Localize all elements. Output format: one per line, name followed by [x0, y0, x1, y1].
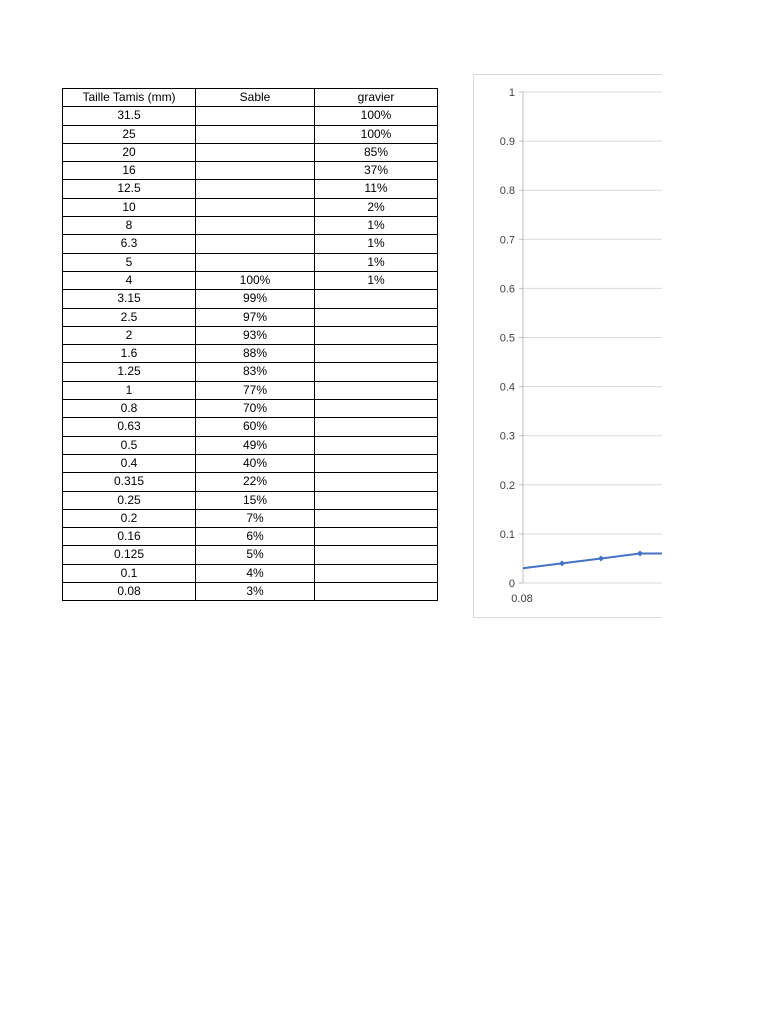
cell-sieve-size[interactable]: 12.5 — [63, 180, 196, 198]
cell-sable[interactable]: 40% — [196, 454, 315, 472]
cell-sable[interactable] — [196, 253, 315, 271]
cell-sieve-size[interactable]: 1 — [63, 381, 196, 399]
cell-gravier[interactable]: 2% — [315, 198, 438, 216]
header-gravier[interactable]: gravier — [315, 89, 438, 107]
table-row — [63, 217, 438, 235]
cell-sable[interactable]: 83% — [196, 363, 315, 381]
y-tick-label: 0.5 — [499, 332, 515, 345]
table-row — [63, 583, 438, 601]
cell-sable[interactable]: 100% — [196, 271, 315, 289]
cell-sable[interactable] — [196, 143, 315, 161]
cell-gravier[interactable] — [315, 436, 438, 454]
data-point — [598, 555, 604, 561]
cell-sieve-size[interactable]: 1.25 — [63, 363, 196, 381]
cell-sable[interactable]: 3% — [196, 583, 315, 601]
cell-gravier[interactable] — [315, 381, 438, 399]
cell-sieve-size[interactable]: 0.8 — [63, 400, 196, 418]
y-tick-label: 0.6 — [499, 283, 515, 296]
cell-sable[interactable]: 49% — [196, 436, 315, 454]
table-row — [63, 143, 438, 161]
cell-sieve-size[interactable]: 10 — [63, 198, 196, 216]
cell-sieve-size[interactable]: 0.63 — [63, 418, 196, 436]
cell-sieve-size[interactable]: 3.15 — [63, 290, 196, 308]
cell-sieve-size[interactable]: 0.16 — [63, 528, 196, 546]
cell-sable[interactable]: 4% — [196, 564, 315, 582]
sieve-data-table — [62, 88, 438, 601]
cell-sable[interactable]: 15% — [196, 491, 315, 509]
cell-sieve-size[interactable]: 5 — [63, 253, 196, 271]
table-row — [63, 326, 438, 344]
cell-gravier[interactable]: 1% — [315, 235, 438, 253]
cell-gravier[interactable] — [315, 308, 438, 326]
table-row — [63, 345, 438, 363]
y-tick-label: 0 — [508, 578, 515, 590]
table-row — [63, 528, 438, 546]
header-sieve-size[interactable]: Taille Tamis (mm) — [63, 89, 196, 107]
y-tick-label: 0.3 — [499, 430, 515, 443]
chart-canvas — [474, 75, 662, 617]
cell-sable[interactable]: 77% — [196, 381, 315, 399]
cell-gravier[interactable]: 11% — [315, 180, 438, 198]
cell-sable[interactable] — [196, 217, 315, 235]
table-row — [63, 271, 438, 289]
y-tick-label: 0.4 — [499, 381, 515, 394]
cell-sieve-size[interactable]: 0.315 — [63, 473, 196, 491]
table-row — [63, 473, 438, 491]
cell-sieve-size[interactable]: 0.125 — [63, 546, 196, 564]
cell-gravier[interactable] — [315, 326, 438, 344]
data-point — [559, 560, 565, 566]
cell-gravier[interactable]: 100% — [315, 107, 438, 125]
cell-sable[interactable] — [196, 235, 315, 253]
series-line — [523, 554, 662, 569]
cell-sable[interactable] — [196, 162, 315, 180]
cell-gravier[interactable] — [315, 363, 438, 381]
cell-sable[interactable]: 93% — [196, 326, 315, 344]
cell-gravier[interactable]: 1% — [315, 253, 438, 271]
table-row — [63, 290, 438, 308]
table-row — [63, 454, 438, 472]
cell-gravier[interactable] — [315, 418, 438, 436]
y-tick-label: 0.2 — [499, 479, 515, 492]
cell-sable[interactable]: 5% — [196, 546, 315, 564]
cell-sable[interactable]: 7% — [196, 509, 315, 527]
cell-sieve-size[interactable]: 6.3 — [63, 235, 196, 253]
table-header-row — [63, 89, 438, 107]
cell-sable[interactable]: 99% — [196, 290, 315, 308]
x-tick-label: 0.08 — [511, 593, 533, 605]
table-row — [63, 107, 438, 125]
cell-gravier[interactable] — [315, 290, 438, 308]
table-row — [63, 363, 438, 381]
y-tick-label: 0.1 — [499, 528, 515, 541]
table-body — [63, 89, 438, 601]
table-row — [63, 436, 438, 454]
cell-gravier[interactable] — [315, 528, 438, 546]
cell-sieve-size[interactable]: 2.5 — [63, 308, 196, 326]
cell-sable[interactable]: 22% — [196, 473, 315, 491]
y-tick-label: 1 — [508, 87, 515, 99]
cell-gravier[interactable] — [315, 473, 438, 491]
table-row — [63, 125, 438, 143]
table-row — [63, 180, 438, 198]
cell-sable[interactable] — [196, 107, 315, 125]
cell-sieve-size[interactable]: 25 — [63, 125, 196, 143]
cell-gravier[interactable] — [315, 509, 438, 527]
cell-sieve-size[interactable]: 2 — [63, 326, 196, 344]
table-row — [63, 546, 438, 564]
cell-gravier[interactable]: 1% — [315, 271, 438, 289]
y-tick-label: 0.7 — [499, 234, 515, 247]
cell-sieve-size[interactable]: 1.6 — [63, 345, 196, 363]
table-row — [63, 418, 438, 436]
table-row — [63, 253, 438, 271]
cell-gravier[interactable] — [315, 583, 438, 601]
cell-sieve-size[interactable]: 0.2 — [63, 509, 196, 527]
cell-sieve-size[interactable]: 0.4 — [63, 454, 196, 472]
cell-sable[interactable] — [196, 198, 315, 216]
cell-gravier[interactable]: 100% — [315, 125, 438, 143]
cell-sable[interactable]: 88% — [196, 345, 315, 363]
cell-sable[interactable]: 6% — [196, 528, 315, 546]
table-row — [63, 381, 438, 399]
cell-gravier[interactable]: 85% — [315, 143, 438, 161]
table-row — [63, 162, 438, 180]
cell-sieve-size[interactable]: 16 — [63, 162, 196, 180]
cell-gravier[interactable] — [315, 546, 438, 564]
cell-gravier[interactable] — [315, 564, 438, 582]
cell-sable[interactable] — [196, 125, 315, 143]
cell-sieve-size[interactable]: 31.5 — [63, 107, 196, 125]
y-tick-label: 0.8 — [499, 185, 515, 198]
table-row — [63, 491, 438, 509]
table-row — [63, 235, 438, 253]
table-row — [63, 509, 438, 527]
cell-sieve-size[interactable]: 0.25 — [63, 491, 196, 509]
cell-sable[interactable]: 97% — [196, 308, 315, 326]
cell-sieve-size[interactable]: 20 — [63, 143, 196, 161]
cell-sieve-size[interactable]: 0.1 — [63, 564, 196, 582]
cell-sieve-size[interactable]: 0.08 — [63, 583, 196, 601]
cell-gravier[interactable]: 1% — [315, 217, 438, 235]
cell-gravier[interactable] — [315, 400, 438, 418]
header-sable[interactable]: Sable — [196, 89, 315, 107]
cell-gravier[interactable] — [315, 345, 438, 363]
table-row — [63, 308, 438, 326]
cell-sable[interactable]: 70% — [196, 400, 315, 418]
cell-sable[interactable]: 60% — [196, 418, 315, 436]
table-row — [63, 400, 438, 418]
data-point — [637, 551, 643, 557]
table-row — [63, 198, 438, 216]
table-row — [63, 564, 438, 582]
cell-sieve-size[interactable]: 4 — [63, 271, 196, 289]
cell-gravier[interactable] — [315, 491, 438, 509]
cell-sable[interactable] — [196, 180, 315, 198]
cell-gravier[interactable] — [315, 454, 438, 472]
grading-chart[interactable] — [473, 74, 662, 618]
cell-sieve-size[interactable]: 0.5 — [63, 436, 196, 454]
cell-sieve-size[interactable]: 8 — [63, 217, 196, 235]
cell-gravier[interactable]: 37% — [315, 162, 438, 180]
y-tick-label: 0.9 — [499, 136, 515, 149]
